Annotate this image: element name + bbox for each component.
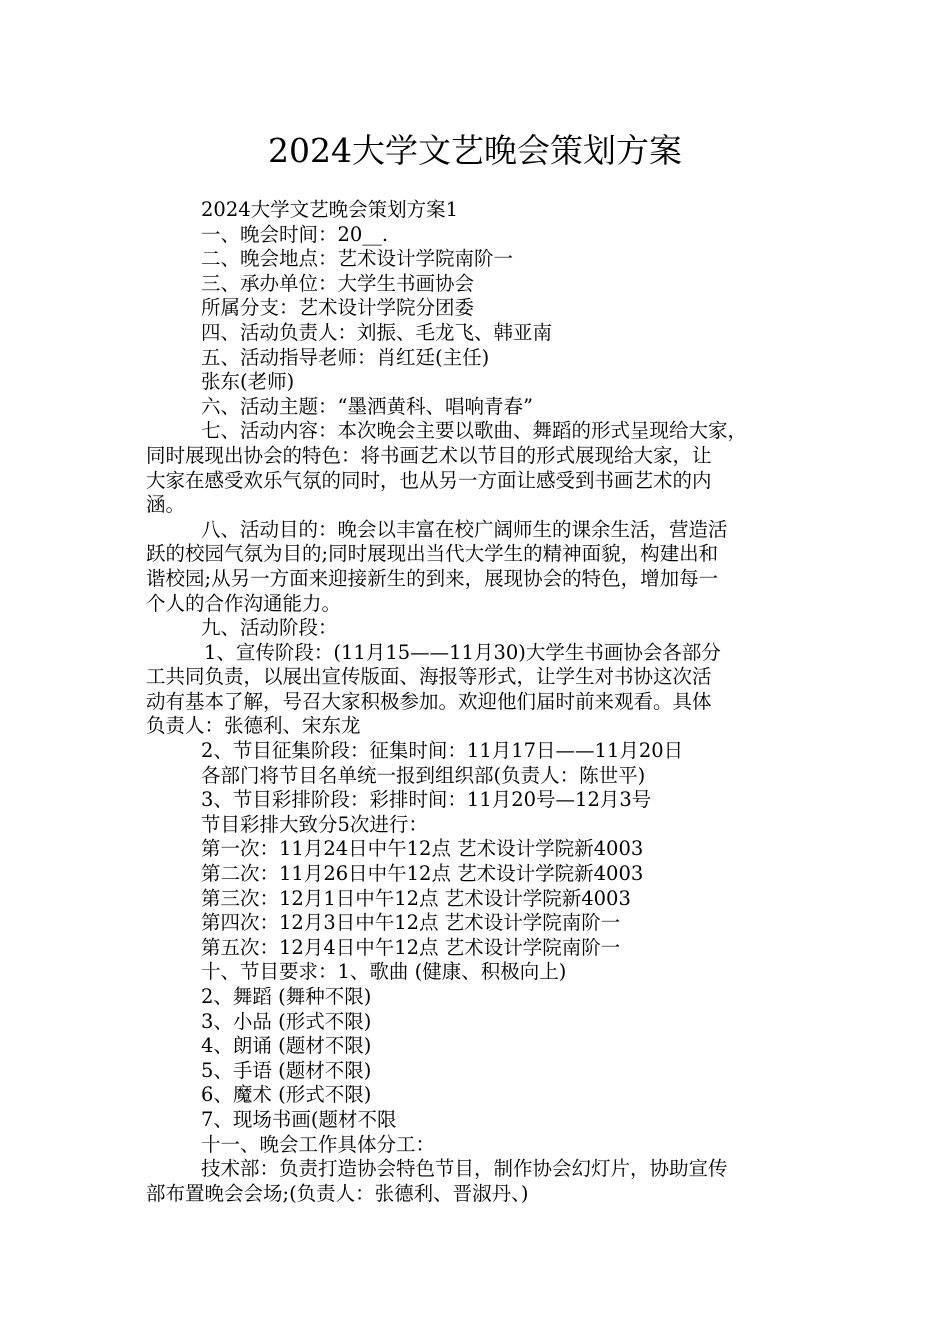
- body-line: 动有基本了解，号召大家积极参加。欢迎他们届时前来观看。具体: [146, 689, 712, 713]
- body-line: 节目彩排大致分5次进行：: [201, 812, 428, 836]
- body-line: 2024大学文艺晚会策划方案1: [201, 198, 459, 221]
- body-line: 三、承办单位：大学生书画协会: [201, 271, 475, 295]
- body-line: 技术部：负责打造协会特色节目，制作协会幻灯片，协助宣传: [201, 1157, 728, 1181]
- document-body: [146, 198, 816, 1206]
- body-line: 第一次：11月24日中午12点 艺术设计学院新4003: [201, 837, 644, 861]
- body-line: 六、活动主题：“墨洒黄科、唱响青春”: [201, 394, 533, 418]
- body-line: 第二次：11月26日中午12点 艺术设计学院新4003: [201, 862, 644, 886]
- body-line: 6、魔术 (形式不限): [201, 1083, 372, 1107]
- body-line: 所属分支：艺术设计学院分团委: [201, 296, 475, 320]
- body-line: 谐校园;从另一方面来迎接新生的到来，展现协会的特色，增加每一: [146, 566, 719, 590]
- body-line: 负责人：张德利、宋东龙: [146, 714, 361, 738]
- body-line: 第四次：12月3日中午12点 艺术设计学院南阶一: [201, 911, 621, 935]
- body-line: 4、朗诵 (题材不限): [201, 1034, 372, 1058]
- body-line: 九、活动阶段：: [201, 616, 338, 640]
- body-line: 十、节目要求：1、歌曲 (健康、积极向上): [201, 960, 567, 984]
- body-line: 同时展现出协会的特色：将书画艺术以节目的形式展现给大家，让: [146, 443, 712, 467]
- body-line: 3、小品 (形式不限): [201, 1009, 372, 1033]
- body-line: 八、活动目的：晚会以丰富在校广阔师生的课余生活，营造活: [201, 517, 728, 541]
- body-line: 大家在感受欢乐气氛的同时，也从另一方面让感受到书画艺术的内: [146, 468, 712, 492]
- body-line: 2、节目征集阶段：征集时间：11月17日——11月20日: [201, 739, 684, 763]
- body-line: 第三次：12月1日中午12点 艺术设计学院新4003: [201, 886, 631, 910]
- body-line: 一、晚会时间：20__.: [201, 222, 389, 246]
- body-line: 十一、晚会工作具体分工：: [201, 1132, 436, 1156]
- body-line: 五、活动指导老师：肖红廷(主任): [201, 345, 490, 369]
- body-line: 部布置晚会会场;(负责人：张德利、晋淑丹、): [146, 1181, 529, 1205]
- body-line: 2、舞蹈 (舞种不限): [201, 985, 372, 1008]
- body-line: 1、宣传阶段：(11月15——11月30)大学生书画协会各部分: [204, 640, 721, 664]
- body-line: 二、晚会地点：艺术设计学院南阶一: [201, 247, 514, 271]
- body-line: 四、活动负责人：刘振、毛龙飞、韩亚南: [201, 320, 553, 344]
- body-line: 第五次：12月4日中午12点 艺术设计学院南阶一: [201, 935, 621, 959]
- body-line: 涵。: [146, 493, 186, 517]
- body-line: 5、手语 (题材不限): [201, 1058, 372, 1082]
- body-line: 七、活动内容：本次晚会主要以歌曲、舞蹈的形式呈现给大家，: [201, 419, 748, 443]
- body-line: 个人的合作沟通能力。: [146, 591, 342, 615]
- body-line: 跃的校园气氛为目的;同时展现出当代大学生的精神面貌，构建出和: [146, 542, 719, 566]
- body-line: 各部门将节目名单统一报到组织部(负责人：陈世平): [201, 763, 646, 787]
- document-title: 2024大学文艺晚会策划方案: [268, 131, 682, 170]
- body-line: 工共同负责，以展出宣传版面、海报等形式，让学生对书协这次活: [146, 665, 712, 689]
- body-line: 张东(老师): [201, 370, 295, 394]
- body-line: 3、节目彩排阶段：彩排时间：11月20号—12月3号: [201, 788, 652, 812]
- body-line: 7、现场书画(题材不限: [201, 1107, 397, 1131]
